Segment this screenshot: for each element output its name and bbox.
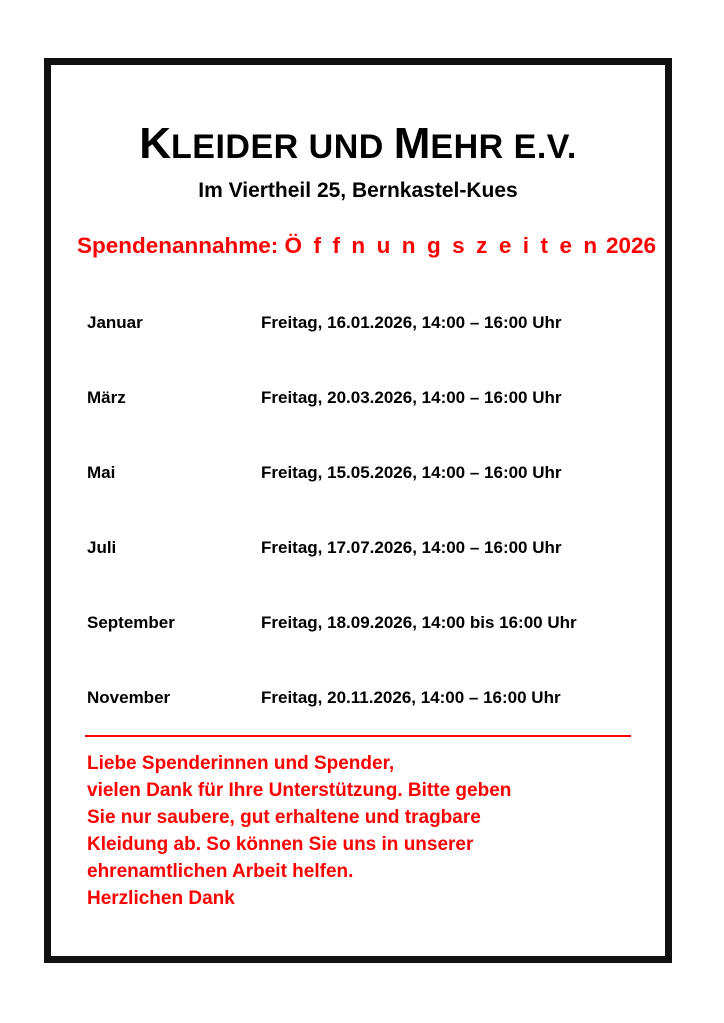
table-row xyxy=(77,285,639,360)
table-row xyxy=(77,435,639,510)
schedule-month: März xyxy=(87,387,126,407)
title-part-2: M xyxy=(393,119,431,168)
note-line: Herzlichen Dank xyxy=(87,888,235,910)
schedule-month: Januar xyxy=(87,312,143,332)
table-row xyxy=(77,660,639,735)
schedule-detail: Freitag, 16.01.2026, 14:00 – 16:00 Uhr xyxy=(261,312,562,332)
title-part-3: EHR E.V. xyxy=(430,128,577,166)
org-address: Im Viertheil 25, Bernkastel-Kues xyxy=(198,179,518,203)
table-row xyxy=(77,510,639,585)
title-part-1: LEIDER UND xyxy=(171,128,394,166)
note-line: vielen Dank für Ihre Unterstützung. Bitte geben xyxy=(87,780,512,802)
note-line: Sie nur saubere, gut erhaltene und tragbare xyxy=(87,807,481,829)
schedule-table xyxy=(77,285,639,735)
note-line: Kleidung ab. So können Sie uns in unserer xyxy=(87,834,474,856)
note-line: ehrenamtlichen Arbeit helfen. xyxy=(87,861,354,883)
schedule-detail: Freitag, 20.11.2026, 14:00 – 16:00 Uhr xyxy=(261,687,561,707)
schedule-detail: Freitag, 20.03.2026, 14:00 – 16:00 Uhr xyxy=(261,387,562,407)
schedule-detail: Freitag, 17.07.2026, 14:00 – 16:00 Uhr xyxy=(261,537,562,557)
schedule-detail: Freitag, 15.05.2026, 14:00 – 16:00 Uhr xyxy=(261,462,562,482)
note-line: Liebe Spenderinnen und Spender, xyxy=(87,753,395,775)
schedule-body xyxy=(77,285,639,735)
headline-year: 2026 xyxy=(599,233,657,259)
divider xyxy=(85,735,631,737)
schedule-month: Mai xyxy=(87,462,116,482)
table-row xyxy=(77,585,639,660)
page-title xyxy=(77,121,639,167)
schedule-detail: Freitag, 18.09.2026, 14:00 bis 16:00 Uhr xyxy=(261,612,577,632)
schedule-month: November xyxy=(87,687,171,707)
headline-prefix: Spendenannahme: xyxy=(77,233,285,259)
schedule-month: September xyxy=(87,612,175,632)
poster-content xyxy=(51,65,665,913)
opening-hours-headline xyxy=(77,233,657,259)
title-part-0: K xyxy=(139,119,172,168)
headline-spaced-word: Ö f f n u n g s z e i t e n xyxy=(284,233,600,259)
donor-note xyxy=(87,751,629,913)
schedule-month: Juli xyxy=(87,537,117,557)
table-row xyxy=(77,360,639,435)
poster-card xyxy=(44,58,672,963)
